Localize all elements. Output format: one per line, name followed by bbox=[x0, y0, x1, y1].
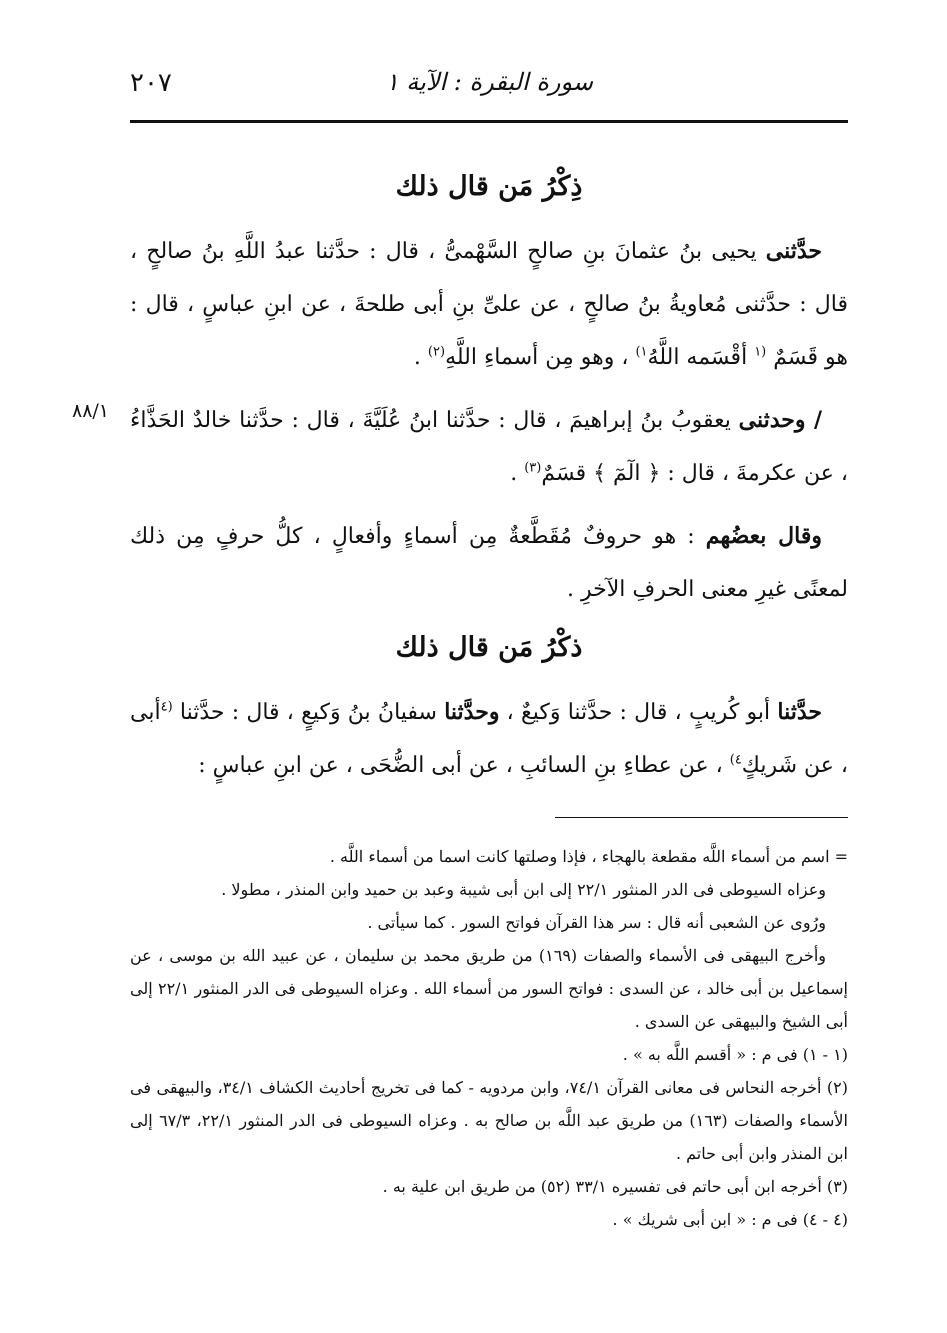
section-heading: ذكْرُ مَن قال ذلك bbox=[395, 632, 583, 663]
running-title: سورة البقرة : الآية ١ bbox=[385, 68, 593, 96]
footnote: (١ - ١) فى م : « أقسم اللَّه به » . bbox=[622, 1045, 848, 1064]
paragraph-lead: / وحدثنى bbox=[738, 407, 822, 433]
paragraph-lead: وقال بعضُهم bbox=[705, 523, 822, 549]
paragraph-lead: وحدَّثنا bbox=[444, 699, 500, 725]
paragraph bbox=[130, 510, 848, 616]
footnote: ورُوى عن الشعبى أنه قال : سر هذا القرآن فواتح السور . كما سيأتى . bbox=[367, 913, 826, 932]
footnote: (٢) أخرجه النحاس فى معانى القرآن ٧٤/١، وابن مردويه - كما فى تخريج أحاديث الكشاف ٣٤/١، والبيهقى فى الأسماء والصفات (١٦٣) من طريق عبد اللَّه بن صالح به . وعزاه السيوطى فى الدر المنثور ٢٢/١، ٦٧/٣ إلى ابن المنذر وابن أبى حاتم . bbox=[130, 1078, 849, 1163]
note-marker: (١ bbox=[754, 344, 767, 360]
footnote: (٤ - ٤) فى م : « ابن أبى شريك » . bbox=[612, 1210, 848, 1229]
paragraph bbox=[130, 686, 848, 792]
paragraph bbox=[130, 394, 848, 500]
margin-reference: ٨٨/١ bbox=[72, 400, 110, 422]
paragraph-lead: حدَّثنا bbox=[777, 699, 822, 725]
paragraph-text: أبى ، عن شَريكٍ bbox=[130, 700, 848, 778]
paragraph-text: أقْسَمه اللَّهُ bbox=[647, 345, 755, 370]
paragraph-text: أبو كُريبٍ ، قال : حدَّثنا وَكيعٌ ، bbox=[499, 700, 778, 725]
main-text bbox=[130, 165, 848, 802]
paragraph-text: . bbox=[413, 345, 428, 370]
note-marker: (٢) bbox=[427, 344, 446, 360]
section-heading: ذِكْرُ مَن قال ذلك bbox=[395, 171, 583, 202]
paragraph bbox=[130, 225, 848, 384]
footnote-rule bbox=[555, 817, 848, 818]
paragraph-text: سفيانُ بنُ وَكيعٍ ، قال : حدَّثنا bbox=[172, 700, 445, 725]
paragraph-text: : هو حروفٌ مُقَطَّعةٌ مِن أسماءٍ وأفعالٍ ، كلُّ حرفٍ مِن ذلك لمعنًى غيرِ معنى الحرفِ الآخرِ . bbox=[130, 524, 848, 602]
note-marker: ٤) bbox=[729, 752, 742, 768]
note-marker: (٣) bbox=[524, 460, 542, 476]
footnotes bbox=[130, 840, 848, 1236]
footnote: (٣) أخرجه ابن أبى حاتم فى تفسيره ٣٣/١ (٥٢) من طريق ابن علية به . bbox=[382, 1177, 848, 1196]
page-number: ٢٠٧ bbox=[130, 68, 172, 98]
footnote: = اسم من أسماء اللَّه مقطعة بالهجاء ، فإذا وصلتها كانت اسما من أسماء اللَّه . bbox=[329, 847, 848, 866]
footnote: وعزاه السيوطى فى الدر المنثور ٢٢/١ إلى ابن أبى شيبة وعبد بن حميد وابن المنذر ، مطولا . bbox=[221, 880, 826, 899]
paragraph-lead: حدَّثنى bbox=[765, 238, 822, 264]
paragraph-text: . bbox=[510, 461, 525, 486]
footnote: وأخرج البيهقى فى الأسماء والصفات (١٦٩) من طريق محمد بن سليمان ، عن عبيد الله بن موسى ، عن إسماعيل بن أبى خالد ، عن السدى : فواتح السور من أسماء الله . وعزاه السيوطى فى الدر المنثور ٢٢/١ إلى أبى الشيخ والبيهقى عن السدى . bbox=[130, 946, 848, 1031]
running-head bbox=[130, 68, 848, 108]
paragraph-text: يعقوبُ بنُ إبراهيمَ ، قال : حدَّثنا ابنُ عُلَيَّةَ ، قال : حدَّثنا خالدٌ الحَذَّاءُ ، عن عكرمةَ ، قال : ﴿ الٓمٓ ﴾ قسَمٌ bbox=[130, 408, 848, 486]
paragraph-text: ، وهو مِن أسماءِ اللَّهِ bbox=[445, 345, 636, 370]
paragraph-text: ، عن عطاءِ بنِ السائبِ ، عن أبى الضُّحَى ، عن ابنِ عباسٍ : bbox=[198, 753, 730, 778]
note-marker: ١) bbox=[635, 344, 648, 360]
header-rule bbox=[130, 120, 848, 123]
note-marker: (٤ bbox=[160, 699, 173, 715]
paragraph-text: يحيى بنُ عثمانَ بنِ صالحٍ السَّهْمىُّ ، قال : حدَّثنا عبدُ اللَّهِ بنُ صالحٍ ، قال : حدَّثنى مُعاويةُ بنُ صالحٍ ، عن علىِّ بنِ أبى طلحةَ ، عن ابنِ عباسٍ ، قال : هو قَسَمٌ bbox=[130, 239, 848, 370]
